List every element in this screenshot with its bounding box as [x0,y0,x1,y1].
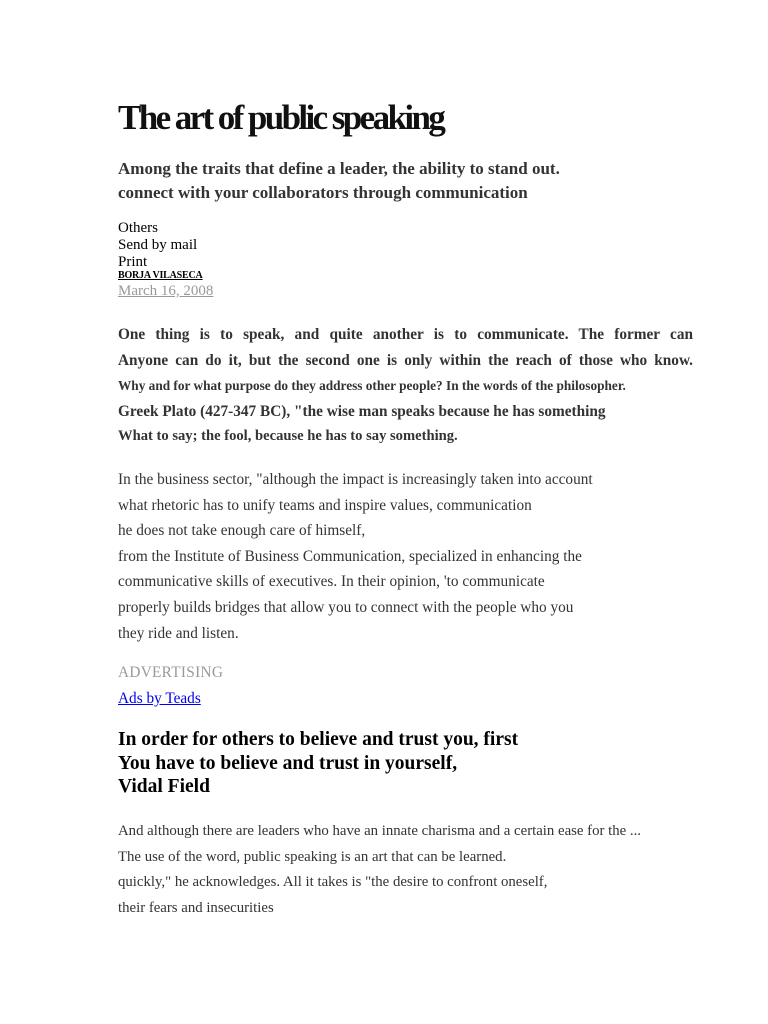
lead-line: Anyone can do it, but the second one is only within the reach of those who know. [118,351,693,369]
ads-by-teads-link[interactable]: Ads by Teads [118,690,201,707]
lead-line: One thing is to speak, and quite another is to communicate. The former can [118,326,693,343]
lead-line: Why and for what purpose do they address other people? In the words of the philosopher. [118,378,626,393]
quote-line: You have to believe and trust in yourself, [118,752,458,774]
article-title: The art of public speaking [118,98,444,137]
body-line: quickly," he acknowledges. All it takes is "the desire to confront oneself, [118,874,548,891]
body-line: The use of the word, public speaking is an art that can be learned. [118,848,507,865]
share-others-link[interactable]: Others [118,220,158,236]
article-subtitle [118,157,560,205]
share-tools [118,220,197,271]
body-line: And although there are leaders who have an innate charisma and a certain ease for the ... [118,823,641,839]
subtitle-line: Among the traits that define a leader, the ability to stand out. [118,159,560,178]
body-line: they ride and listen. [118,624,239,642]
body-line: he does not take enough care of himself, [118,522,366,540]
quote-line: In order for others to believe and trust you, first [118,729,519,750]
author-byline[interactable]: BORJA VILASECA [118,270,203,281]
body-line: communicative skills of executives. In their opinion, 'to communicate [118,573,545,591]
body-line: properly builds bridges that allow you to connect with the people who you [118,598,574,616]
lead-line: Greek Plato (427-347 BC), "the wise man speaks because he has something [118,402,606,420]
body-line: what rhetoric has to unify teams and inspire values, communication [118,496,532,514]
article-body-paragraph [118,819,641,921]
body-line: their fears and insecurities [118,899,274,916]
lead-line: What to say; the fool, because he has to say something. [118,428,458,444]
publish-date[interactable]: March 16, 2008 [118,283,214,299]
advertising-label: ADVERTISING [118,664,224,681]
send-by-mail-link[interactable]: Send by mail [118,237,198,253]
article-body-paragraph [118,467,593,646]
pull-quote [118,728,518,799]
body-line: In the business sector, "although the impact is increasingly taken into account [118,471,593,488]
article-lead [118,322,693,450]
subtitle-line: connect with your collaborators through communication [118,183,528,202]
print-link[interactable]: Print [118,254,148,270]
body-line: from the Institute of Business Communication, specialized in enhancing the [118,547,582,565]
quote-attribution: Vidal Field [118,776,210,797]
